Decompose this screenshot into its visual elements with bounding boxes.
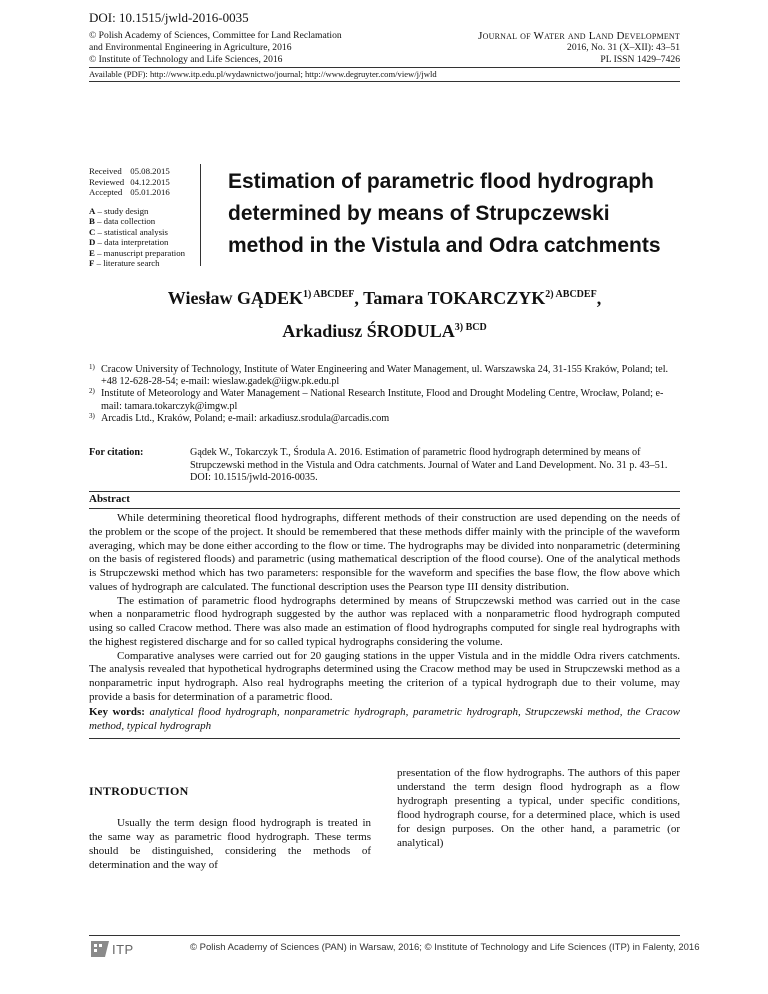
affiliation: 2) Institute of Meteorology and Water Management – National Research Institute, Flood and Drought Modeling Centre, Wrocław, Poland; e-mail: tamara.tokarczyk@imgw.pl bbox=[89, 387, 664, 412]
affiliation: 1) Cracow University of Technology, Institute of Water Engineering and Water Management, ul. Warszawska 24, 31-155 Kraków, Poland; tel. +48 12-628-28-54; e-mail: wieslaw.gadek@iigw.pk.edu.pl bbox=[89, 363, 669, 388]
author-sup: 1) ABCDEF bbox=[302, 289, 355, 300]
body-column-left bbox=[89, 785, 371, 873]
date-value: 05.08.2015 bbox=[130, 166, 170, 176]
doi-line: DOI: 10.1515/jwld-2016-0035 bbox=[89, 10, 249, 25]
keywords-text: analytical flood hydrograph, nonparametric hydrograph, parametric hydrograph, Strupczewski method, the Cracow method, typical hydrograph bbox=[89, 706, 680, 732]
abstract-heading: Abstract bbox=[89, 493, 130, 505]
article-meta bbox=[89, 166, 204, 269]
date-value: 05.01.2016 bbox=[130, 187, 170, 197]
author-name: Tamara TOKARCZYK bbox=[363, 288, 546, 308]
contribution-item: B – data collection bbox=[89, 216, 156, 226]
affiliation: 3) Arcadis Ltd., Kraków, Poland; e-mail: arkadiusz.srodula@arcadis.com bbox=[89, 411, 390, 424]
citation-text: Gądek W., Tokarczyk T., Środula A. 2016. Estimation of parametric flood hydrograph determined by means of Strupczewski method in the Vistula and Odra catchments. Journal of Water and Land Development. No. 31 p. 43–51. DOI: 10.1515/jwld-2016-0035. bbox=[190, 447, 668, 483]
body-paragraph: presentation of the flow hydrographs. The authors of this paper understand the term design flood hydrograph as a flow hydrograph presenting a typical, under specific conditions, flood hydrograph course, for a determined place, which is used for design purposes. On the other hand, a parametric (or analytical) bbox=[397, 767, 680, 849]
itp-logo-icon bbox=[91, 941, 109, 957]
body-column-right bbox=[397, 767, 680, 850]
date-value: 04.12.2015 bbox=[130, 176, 170, 187]
contribution-item: E – manuscript preparation bbox=[89, 247, 186, 258]
abstract-rule-bottom bbox=[89, 508, 680, 509]
copyright-line: © Institute of Technology and Life Sciences, 2016 bbox=[89, 54, 283, 65]
abstract-body bbox=[89, 512, 680, 705]
header-rule-bottom bbox=[89, 81, 680, 82]
citation-label: For citation: bbox=[89, 447, 144, 458]
dates-table bbox=[89, 166, 176, 198]
author-sup: 3) BCD bbox=[454, 322, 487, 333]
itp-logo-text: ITP bbox=[112, 941, 134, 957]
itp-logo bbox=[91, 938, 141, 960]
author-sup: 2) ABCDEF bbox=[545, 289, 597, 300]
keywords-rule bbox=[89, 738, 680, 739]
keywords bbox=[89, 706, 680, 733]
abstract-rule-top bbox=[89, 491, 680, 492]
contribution-item: D – data interpretation bbox=[89, 237, 169, 247]
header-rule bbox=[89, 67, 680, 68]
footer-text: © Polish Academy of Sciences (PAN) in Warsaw, 2016; © Institute of Technology and Life Sciences (ITP) in Falenty, 2016 bbox=[190, 942, 700, 953]
authors: Wiesław $GĄDEK^{1) ABCDEF}$, Tamara $TOKARCZYK^{2) ABCDEF}$, Arkadiusz $ŚRODULA^{3) BCD}$ bbox=[167, 288, 602, 341]
issue-info: 2016, No. 31 (X–XII): 43–51 bbox=[567, 42, 680, 53]
journal-title: Journal of Water and Land Development bbox=[478, 30, 680, 42]
citation-block bbox=[89, 447, 680, 485]
contribution-item: F – literature search bbox=[89, 258, 160, 268]
date-label: Reviewed bbox=[89, 176, 125, 187]
issn: PL ISSN 1429–7426 bbox=[600, 54, 680, 65]
section-heading: INTRODUCTION bbox=[89, 784, 189, 798]
article-title: Estimation of parametric flood hydrograph determined by means of Strupczewski method in the Vistula and Odra catchments bbox=[228, 170, 661, 257]
journal-block bbox=[390, 30, 680, 66]
date-row bbox=[89, 166, 176, 177]
abstract-paragraph: Comparative analyses were carried out for 20 gauging stations in the upper Vistula and in the middle Odra rivers catchments. The analysis revealed that hypothetical hydrographs determined using the Cracow method may be used in Strupczewski method as a nonparametric input hydrograph. Also real hydrographs meeting the criterion of a typical hydrograph due to their volume, may provide a basis for determination of a parametric flood. bbox=[89, 649, 680, 703]
availability-line: Available (PDF): http://www.itp.edu.pl/wydawnictwo/journal; http://www.degruyter.com/view/j/jwld bbox=[89, 69, 437, 79]
date-label: Accepted bbox=[89, 187, 123, 197]
author-name: Arkadiusz ŚRODULA bbox=[282, 321, 455, 341]
author-name: Wiesław GĄDEK bbox=[167, 288, 303, 308]
contribution-item: A – study design bbox=[89, 205, 149, 216]
date-label: Received bbox=[89, 166, 122, 176]
meta-divider bbox=[200, 164, 201, 266]
date-row bbox=[89, 187, 176, 198]
date-row bbox=[89, 177, 176, 188]
body-paragraph: Usually the term design flood hydrograph is treated in the same way as parametric flood hydrograph. These terms should be distinguished, considering the methods of determination and the way of bbox=[89, 816, 371, 871]
footer-rule bbox=[89, 935, 680, 936]
abstract-paragraph: The estimation of parametric flood hydrographs determined by means of Strupczewski method was carried out in the case when a nonparametric flood hydrograph suggested by the author was replaced with a nonparametric flood hydrograph computed using so called Cracow method. There was also made an estimation of flood hydrographs computed for single real hydrographs with the highest registered discharge and for so called typical hydrographs considering the volume. bbox=[89, 594, 680, 648]
copyright-block bbox=[89, 30, 419, 66]
affiliations bbox=[89, 364, 680, 425]
keywords-label: Key words: bbox=[89, 706, 145, 718]
abstract-paragraph: While determining theoretical flood hydrographs, different methods of their construction are used depending on the needs of the problem or the scope of the project. It should be remembered that these methods differ mainly with the principle of the waveform averaging, which may be done either according to the flow or time. The hydrographs may be divided into nonparametric (determining on the basis of registered floods) and parametric (using mathematical description of the flood course). One of the analytical methods is Strupczewski method which has two parameters: responsible for the waveform and specifies the base flow, the flow above which values of hydrograph are calculated. The functional description uses the Pearson type III density distribution. bbox=[89, 512, 680, 593]
copyright-line: and Environmental Engineering in Agriculture, 2016 bbox=[89, 42, 292, 53]
copyright-line: © Polish Academy of Sciences, Committee for Land Reclamation bbox=[89, 30, 342, 41]
contribution-item: C – statistical analysis bbox=[89, 226, 168, 237]
